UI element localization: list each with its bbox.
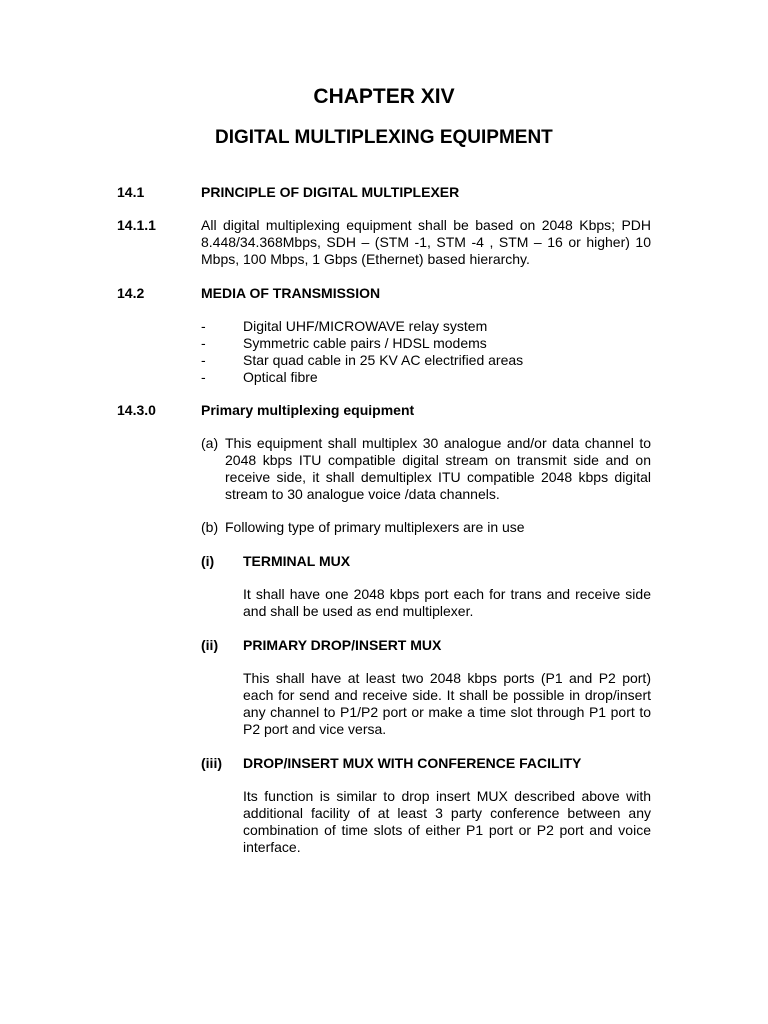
sub-item-heading-primary-drop-insert-mux: PRIMARY DROP/INSERT MUX (243, 637, 442, 653)
sub-item-label-i: (i) (201, 553, 215, 569)
sub-item-heading-conference-mux: DROP/INSERT MUX WITH CONFERENCE FACILITY (243, 755, 582, 771)
section-number-14-1-1: 14.1.1 (117, 217, 156, 233)
list-item: Optical fibre (243, 369, 318, 385)
item-paragraph-a (225, 435, 651, 503)
paragraph-line: additional facility of at least 3 party conference between any (243, 805, 651, 821)
paragraph-line: It shall have one 2048 kbps port each for trans and receive side (243, 586, 651, 602)
sub-item-label-ii: (ii) (201, 637, 219, 653)
paragraph-line: All digital multiplexing equipment shall be based on 2048 Kbps; PDH (201, 217, 651, 233)
paragraph-line: 8.448/34.368Mbps, SDH – (STM -1, STM -4 , STM – 16 or higher) 10 (201, 234, 651, 250)
item-label-b: (b) (201, 519, 219, 535)
sub-item-paragraph-iii (243, 788, 651, 856)
paragraph-line: Its function is similar to drop insert MUX described above with (243, 788, 651, 804)
chapter-title-text: CHAPTER XIV (313, 85, 455, 108)
chapter-title (313, 84, 454, 110)
paragraph-line: any channel to P1/P2 port or make a time slot through P1 port to (243, 704, 651, 720)
section-number-14-2: 14.2 (117, 285, 145, 301)
paragraph-line: stream to 30 analogue voice /data channels. (225, 486, 500, 502)
paragraph-line: combination of time slots of either P1 port or P2 port and voice (243, 822, 651, 838)
list-dash: - (201, 352, 206, 368)
list-dash: - (201, 369, 206, 385)
sub-item-label-iii: (iii) (201, 755, 222, 771)
list-dash: - (201, 335, 206, 351)
paragraph-line: and shall be used as end multiplexer. (243, 603, 474, 619)
list-item: Digital UHF/MICROWAVE relay system (243, 318, 488, 334)
sub-item-paragraph-ii (243, 670, 651, 738)
list-dash: - (201, 318, 206, 334)
paragraph-line: Mbps, 100 Mbps, 1 Gbps (Ethernet) based hierarchy. (201, 251, 530, 267)
paragraph-line: receive side, it shall demultiplex ITU compatible 2048 kbps digital (225, 469, 651, 485)
list-item: Symmetric cable pairs / HDSL modems (243, 335, 487, 351)
paragraph-line: This equipment shall multiplex 30 analogue and/or data channel to (225, 435, 651, 451)
sub-item-paragraph-i (243, 586, 651, 620)
item-text-b: Following type of primary multiplexers are in use (225, 519, 525, 535)
paragraph-line: interface. (243, 839, 301, 855)
paragraph-line: each for send and receive side. It shall be possible in drop/insert (243, 687, 651, 703)
list-item: Star quad cable in 25 KV AC electrified areas (243, 352, 524, 368)
sub-item-heading-terminal-mux: TERMINAL MUX (243, 553, 351, 569)
section-heading-14-2: MEDIA OF TRANSMISSION (201, 285, 381, 301)
section-number-14-3-0: 14.3.0 (117, 402, 156, 418)
section-heading-14-3-0: Primary multiplexing equipment (201, 402, 415, 418)
section-paragraph-14-1-1 (201, 217, 651, 268)
section-heading-14-1: PRINCIPLE OF DIGITAL MULTIPLEXER (201, 184, 460, 200)
item-label-a: (a) (201, 435, 219, 451)
chapter-subtitle: DIGITAL MULTIPLEXING EQUIPMENT (215, 127, 553, 148)
paragraph-line: 2048 kbps ITU compatible digital stream on transmit side and on (225, 452, 651, 468)
section-number-14-1: 14.1 (117, 184, 145, 200)
paragraph-line: P2 port and vice versa. (243, 721, 387, 737)
paragraph-line: This shall have at least two 2048 kbps ports (P1 and P2 port) (243, 670, 651, 686)
